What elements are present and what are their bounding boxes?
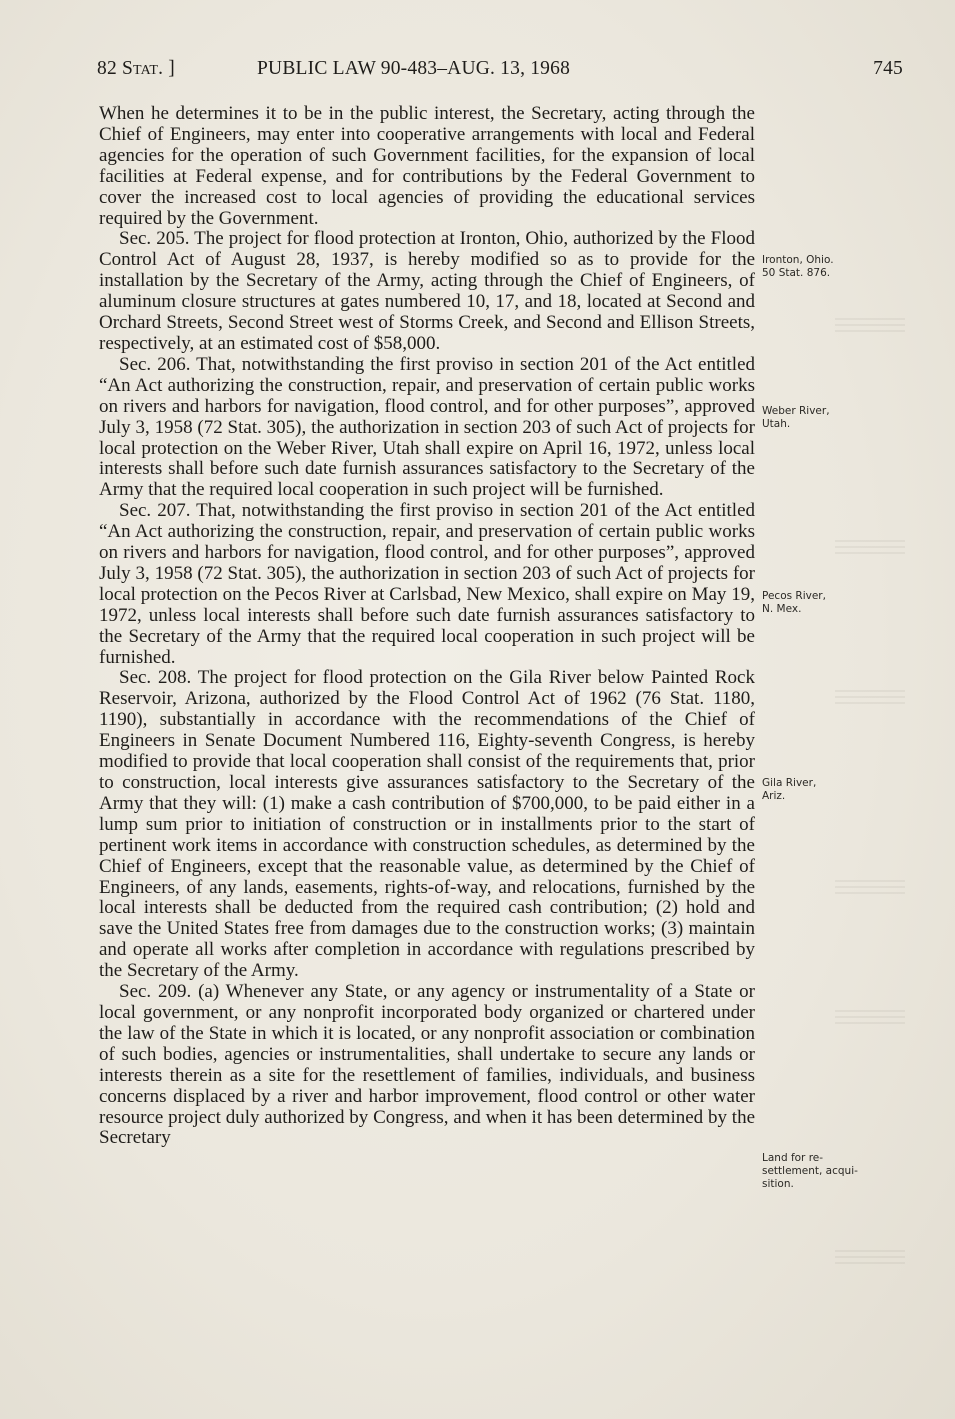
section-206: Sec. 206. That, notwithstanding the first proviso in section 201 of the Act entitled “An Act authorizing the construction, repair, and preservation of certain public works on rivers and harbors for navigation, flood control, and for other purposes”, approved July 3, 1958 (72 Stat. 305), the authorization in section 203 of such Act of projects for local protection on the Weber River, Utah shall expire on April 16, 1972, unless local interests shall before such date furnish assurances satisfactory to the Secretary of the Army that the required local cooperation in such project will be furnished. xyxy=(99,353,755,501)
margin-note-pecos-river: Pecos River, N. Mex. xyxy=(762,590,826,615)
page-header xyxy=(97,58,903,84)
margin-note-gila-river: Gila River, Ariz. xyxy=(762,777,817,802)
bleed-through-mark xyxy=(835,690,905,708)
margin-note-ironton: Ironton, Ohio. 50 Stat. 876. xyxy=(762,254,834,279)
section-209: Sec. 209. (a) Whenever any State, or any agency or instrumentality of a State or local government, or any nonprofit incorporated body organized or chartered under the law of the State in which it is located, or any nonprofit association or combination of such bodies, agencies or instrumentalities, shall undertake to secure any lands or interests therein as a site for the resettlement of families, individuals, and business concerns displaced by a river and harbor improvement, flood control or other water resource project duly authorized by Congress, and when it has been determined by the Secretary xyxy=(99,981,755,1149)
bleed-through-mark xyxy=(835,1010,905,1028)
bleed-through-mark xyxy=(835,318,905,336)
margin-note-land-resettlement: Land for re- settlement, acqui- sition. xyxy=(762,1152,858,1190)
section-205: Sec. 205. The project for flood protection at Ironton, Ohio, authorized by the Flood Control Act of August 28, 1937, is hereby modified so as to provide for the installation by the Secretary of the Army, acting through the Chief of Engineers, of aluminum closure structures at gates numbered 10, 17, and 18, located at Second and Orchard Streets, Second Street west of Storms Creek, and Second and Ellison Streets, respectively, at an estimated cost of $58,000. xyxy=(99,228,755,354)
margin-note-weber-river: Weber River, Utah. xyxy=(762,405,830,430)
section-207: Sec. 207. That, notwithstanding the first proviso in section 201 of the Act entitled “An Act authorizing the construction, repair, and preservation of certain public works on rivers and harbors for navigation, flood control, and for other purposes”, approved July 3, 1958 (72 Stat. 305), the authorization in section 203 of such Act of projects for local protection on the Pecos River at Carlsbad, New Mexico, shall expire on May 19, 1972, unless local interests shall before such date furnish assurances satisfactory to the Secretary of the Army that the required local cooperation in such project will be furnished. xyxy=(99,500,755,668)
section-208: Sec. 208. The project for flood protection on the Gila River below Painted Rock Reservoir, Arizona, authorized by the Flood Control Act of 1962 (76 Stat. 1180, 1190), substantially in accordance with the recommendations of the Chief of Engineers in Senate Document Numbered 116, Eighty-seventh Congress, is hereby modified to provide that local cooperation shall consist of the requirements that, prior to construction, local interests give assurances satisfactory to the Secretary of the Army that they will: (1) make a cash contribution of $700,000, to be paid either in a lump sum prior to initiation of construction or in installments prior to the start of pertinent work items in accordance with construction schedules, as determined by the Chief of Engineers, except that the reasonable value, as determined by the Chief of Engineers, of any lands, easements, rights-of-way, and relocations, furnished by the local interests shall be deducted from the required cash contribution; (2) hold and save the United States free from damages due to the construction works; (3) maintain and operate all works after completion in accordance with regulations prescribed by the Secretary of the Army. xyxy=(99,667,755,982)
page-number: 745 xyxy=(873,58,903,79)
body-text xyxy=(99,104,755,1149)
statute-reference: 82 Stat. ] xyxy=(97,58,176,79)
public-law-title: PUBLIC LAW 90-483–AUG. 13, 1968 xyxy=(257,58,571,79)
bleed-through-mark xyxy=(835,540,905,558)
paragraph-continuation: When he determines it to be in the public interest, the Secretary, acting through the Chief of Engineers, may enter into cooperative arrangements with local and Federal agencies for the operation of such Government facilities, for the expansion of local facilities at Federal expense, and for contributions by the Federal Government to cover the increased cost to local agencies of providing the educational services required by the Government. xyxy=(99,103,755,229)
bleed-through-mark xyxy=(835,1250,905,1268)
bleed-through-mark xyxy=(835,880,905,898)
